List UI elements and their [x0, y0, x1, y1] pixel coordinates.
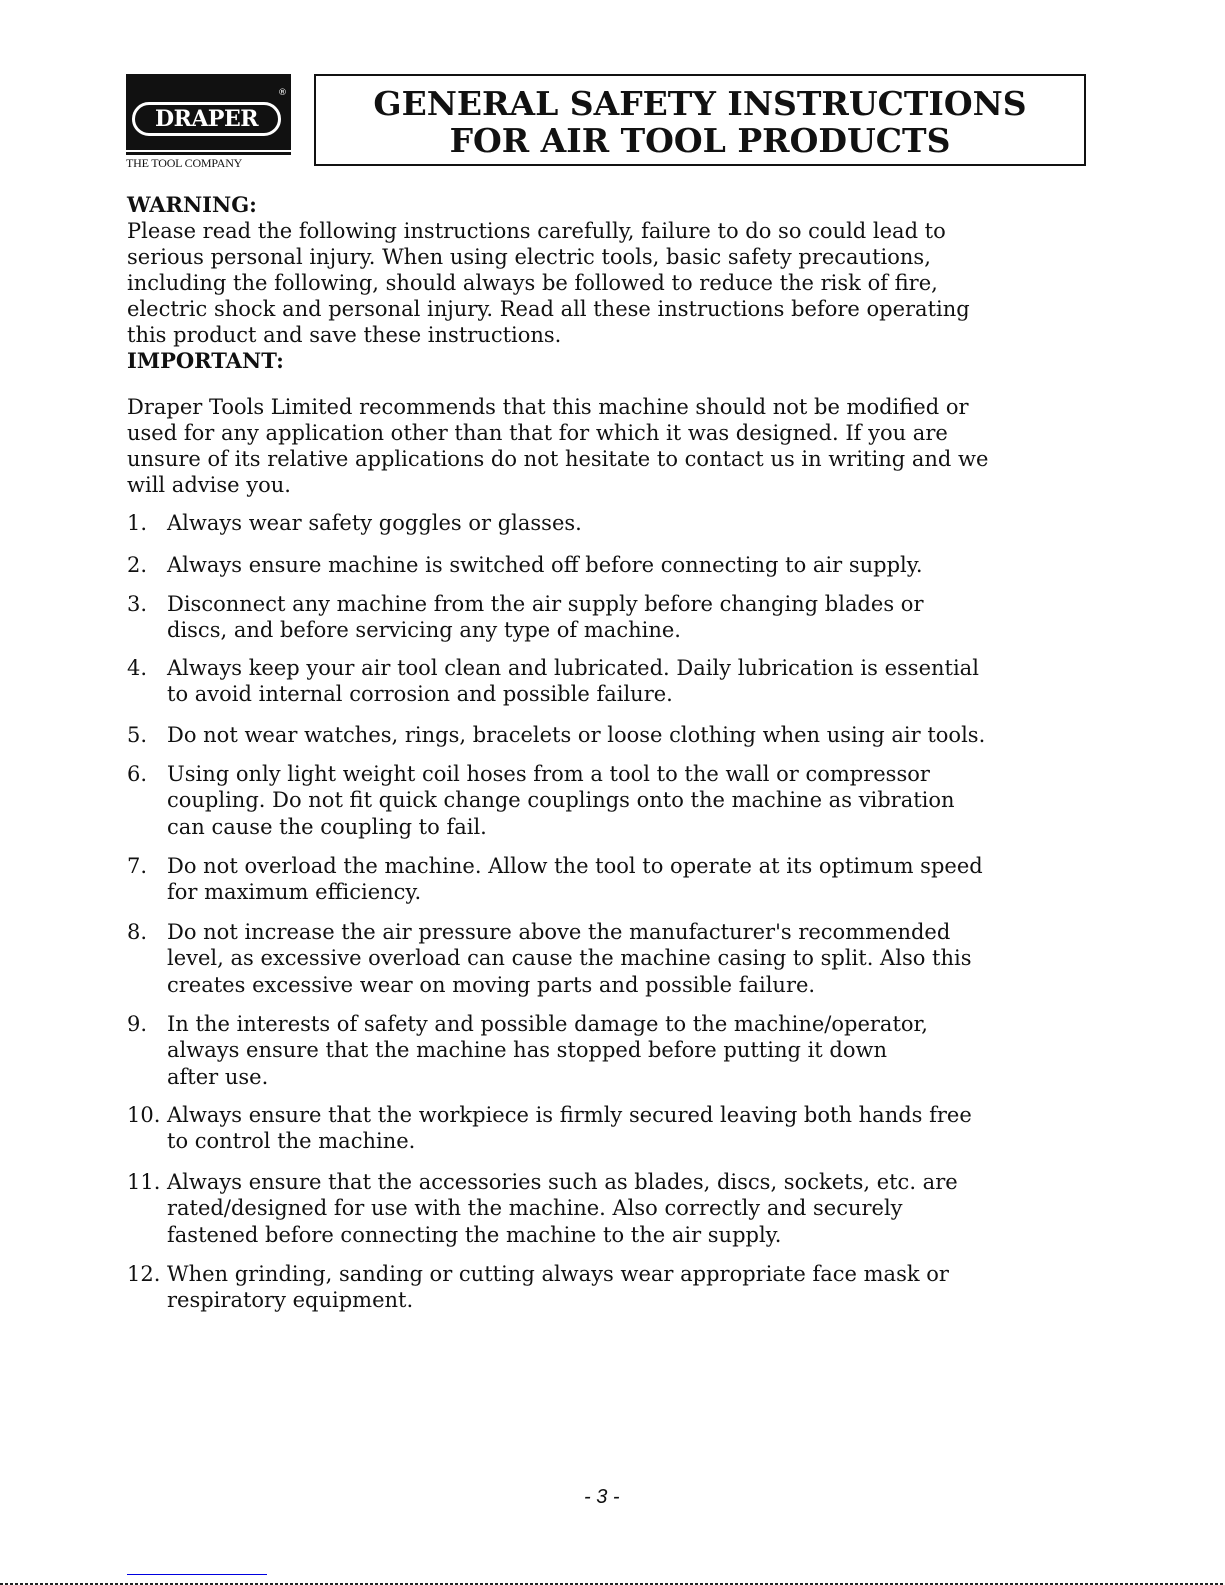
list-item-text: discs, and before servicing any type of machine. [167, 618, 681, 643]
list-item-number: 10. [127, 1103, 161, 1127]
list-item-text: always ensure that the machine has stopped before putting it down [167, 1038, 888, 1063]
link-underline [127, 1574, 267, 1575]
registered-mark: ® [278, 88, 287, 98]
list-item-text: Always wear safety goggles or glasses. [167, 511, 582, 535]
list-item-text: Do not increase the air pressure above the manufacturer's recommended [167, 920, 951, 944]
list-item-text: Always ensure that the accessories such as blades, discs, sockets, etc. are [167, 1170, 958, 1194]
important-text-line: used for any application other than that for which it was designed. If you are [127, 421, 948, 445]
page-title [314, 74, 1086, 166]
list-item-text: coupling. Do not fit quick change couplings onto the machine as vibration [167, 788, 955, 813]
draper-logo [126, 74, 291, 150]
list-item-text: Do not wear watches, rings, bracelets or loose clothing when using air tools. [167, 723, 986, 747]
logo-wordmark: DRAPER [132, 102, 281, 136]
warning-text-line: this product and save these instructions. [127, 323, 562, 347]
warning-text-line: Please read the following instructions carefully, failure to do so could lead to [127, 219, 946, 243]
list-item-text: respiratory equipment. [167, 1288, 414, 1313]
list-item-number: 1. [127, 511, 148, 535]
list-item-text: to avoid internal corrosion and possible failure. [167, 682, 673, 707]
list-item-text: level, as excessive overload can cause the machine casing to split. Also this [167, 946, 972, 971]
list-item-text: to control the machine. [167, 1129, 416, 1154]
warning-heading: WARNING: [127, 192, 257, 217]
list-item-text: Always keep your air tool clean and lubricated. Daily lubrication is essential [167, 656, 979, 680]
list-item-text: Do not overload the machine. Allow the tool to operate at its optimum speed [167, 854, 983, 878]
list-item-text: When grinding, sanding or cutting always wear appropriate face mask or [167, 1262, 949, 1286]
page-number: - 3 - [584, 1486, 620, 1508]
list-item-text: Using only light weight coil hoses from a tool to the wall or compressor [167, 762, 930, 786]
list-item-number: 7. [127, 854, 148, 878]
list-item-number: 3. [127, 592, 148, 616]
list-item-text: after use. [167, 1064, 269, 1089]
list-item-text: Always ensure that the workpiece is firmly secured leaving both hands free [167, 1103, 972, 1127]
warning-text-line: electric shock and personal injury. Read all these instructions before operating [127, 297, 970, 321]
warning-text-line: serious personal injury. When using electric tools, basic safety precautions, [127, 245, 931, 269]
title-line-1: GENERAL SAFETY INSTRUCTIONS [373, 84, 1027, 123]
warning-text-line: including the following, should always be followed to reduce the risk of fire, [127, 271, 938, 295]
list-item-text: creates excessive wear on moving parts and possible failure. [167, 972, 816, 997]
list-item-text: rated/designed for use with the machine. Also correctly and securely [167, 1196, 903, 1221]
list-item-text: Disconnect any machine from the air supply before changing blades or [167, 592, 924, 616]
title-line-2: FOR AIR TOOL PRODUCTS [449, 121, 951, 160]
important-text-line: Draper Tools Limited recommends that this machine should not be modified or [127, 395, 969, 419]
list-item-number: 4. [127, 656, 148, 680]
list-item-text: fastened before connecting the machine to the air supply. [167, 1222, 782, 1247]
list-item-number: 11. [127, 1170, 161, 1194]
list-item-text: Always ensure machine is switched off before connecting to air supply. [167, 553, 923, 577]
list-item-number: 5. [127, 723, 148, 747]
important-heading: IMPORTANT: [127, 348, 284, 373]
list-item-text: In the interests of safety and possible damage to the machine/operator, [167, 1012, 928, 1036]
important-text-line: will advise you. [127, 473, 291, 497]
list-item-number: 2. [127, 553, 148, 577]
logo-tagline: THE TOOL COMPANY [126, 156, 243, 170]
important-text-line: unsure of its relative applications do not hesitate to contact us in writing and we [127, 447, 989, 471]
logo-divider [126, 152, 291, 155]
list-item-number: 6. [127, 762, 148, 786]
list-item-number: 8. [127, 920, 148, 944]
list-item-text: for maximum efficiency. [167, 880, 422, 905]
list-item-number: 9. [127, 1012, 148, 1036]
list-item-number: 12. [127, 1262, 161, 1286]
list-item-text: can cause the coupling to fail. [167, 814, 487, 839]
